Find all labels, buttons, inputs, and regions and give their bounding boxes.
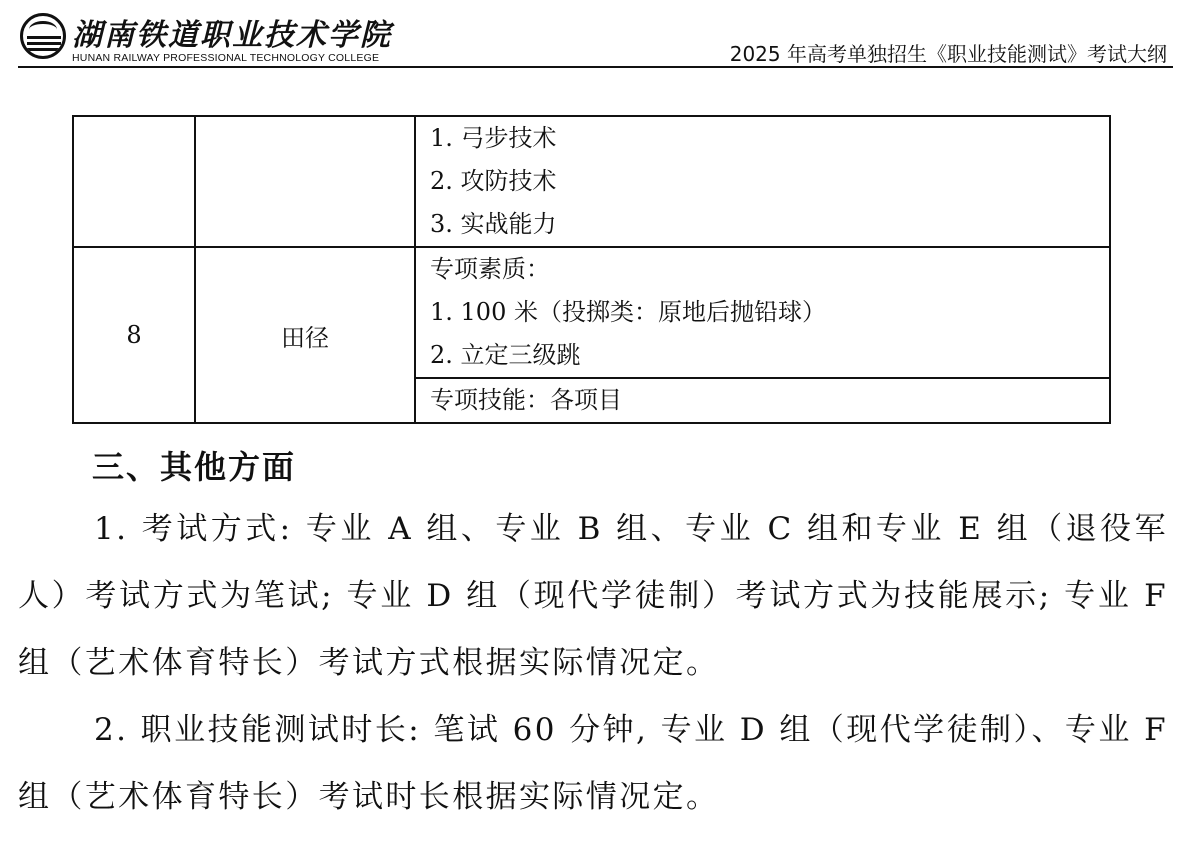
item-content-cell [415,247,1110,378]
content-line: 专项素质： [430,255,550,283]
content-line: 3. 实战能力 [430,210,557,238]
item-number-cell: 8 [73,247,195,423]
section-heading: 三、其他方面 [92,448,297,486]
content-line: 1. 100 米（投掷类：原地后抛铅球） [430,298,826,326]
item-number-cell [73,116,195,247]
school-name-cn: 湖南铁道职业技术学院 [72,18,392,53]
content-line: 专项技能：各项目 [430,386,622,414]
page-header [0,0,1191,70]
table-row [73,247,1110,378]
content-line: 2. 攻防技术 [430,167,557,195]
content-line: 2. 立定三级跳 [430,341,581,369]
item-name-cell [195,116,415,247]
school-emblem-icon [20,13,66,59]
content-line: 1. 弓步技术 [430,124,557,152]
table-row [73,116,1110,247]
document-title: 2025 年高考单独招生《职业技能测试》考试大纲 [729,42,1167,66]
exam-items-table [72,115,1111,424]
item-content-cell [415,378,1110,423]
school-name-en: HUNAN RAILWAY PROFESSIONAL TECHNOLOGY COLLEGE [72,52,380,64]
header-divider [18,66,1173,68]
paragraph-exam-method: 1. 考试方式: 专业 A 组、专业 B 组、专业 C 组和专业 E 组（退役军人）考试方式为笔试; 专业 D 组（现代学徒制）考试方式为技能展示; 专业 F 组（艺术体育特长）考试方式根据实际情况定。 [18,511,1168,681]
paragraph-exam-duration: 2. 职业技能测试时长: 笔试 60 分钟, 专业 D 组（现代学徒制）、专业 F 组（艺术体育特长）考试时长根据实际情况定。 [18,712,1168,815]
item-name-cell: 田径 [195,247,415,423]
item-content-cell [415,116,1110,247]
